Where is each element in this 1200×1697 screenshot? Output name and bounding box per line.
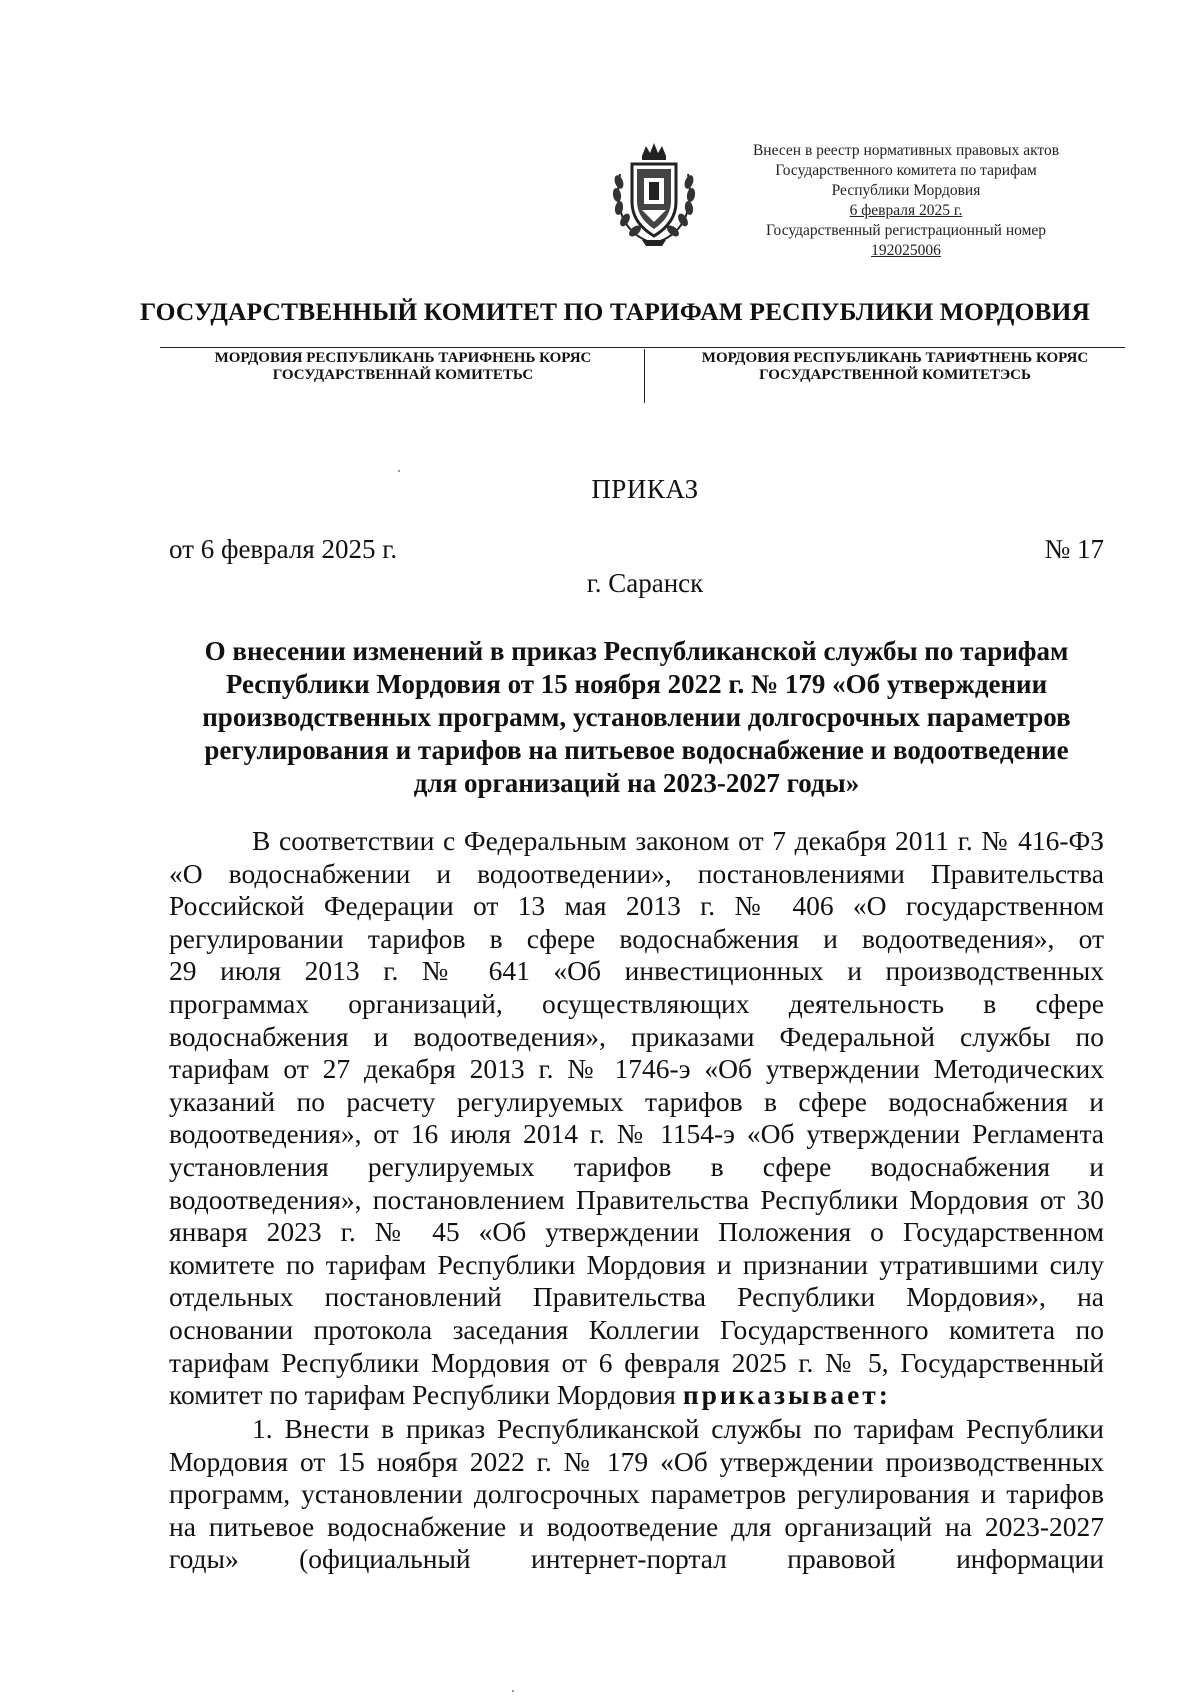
- committee-name-moksha: [168, 350, 638, 384]
- body-line: В соответствии с Федеральным законом от 7 декабря 2011 г. № 416-ФЗ: [252, 825, 1104, 856]
- scan-speck: [398, 470, 400, 472]
- erzya-line-2: ГОСУДАРСТВЕННОЙ КОМИТЕТЭСЬ: [759, 367, 1031, 383]
- document-type: ПРИКАЗ: [591, 474, 699, 504]
- title-line: регулирования и тарифов на питьевое водоснабжение и водоотведение: [204, 735, 1069, 765]
- body-line: водоотведения», постановлением Правительства Республики Мордовия от 30: [169, 1183, 1104, 1215]
- body-line: годы» (официальный интернет-портал правовой информации: [169, 1543, 1104, 1575]
- preamble-paragraph: [169, 825, 1104, 1412]
- erzya-line-1: МОРДОВИЯ РЕСПУБЛИКАНЬ ТАРИФТНЕНЬ КОРЯС: [701, 350, 1089, 366]
- document-city: г. Саранск: [586, 568, 704, 598]
- item-1-paragraph: [169, 1413, 1104, 1576]
- body-line: комитете по тарифам Республики Мордовия и признании утратившими силу: [169, 1248, 1104, 1280]
- body-line: тарифам от 27 декабря 2013 г. № 1746-э «Об утверждении Методических: [169, 1053, 1104, 1085]
- moksha-line-2: ГОСУДАРСТВЕННАЙ КОМИТЕТЬС: [272, 367, 534, 383]
- committee-name: ГОСУДАРСТВЕННЫЙ КОМИТЕТ ПО ТАРИФАМ РЕСПУБЛИКИ МОРДОВИЯ: [139, 297, 1090, 326]
- decree-word: приказывает:: [682, 1379, 891, 1411]
- document-date: от 6 февраля 2025 г.: [169, 534, 398, 564]
- committee-name-erzya: [660, 350, 1130, 384]
- scan-speck: [512, 1690, 514, 1692]
- header-divider: [160, 347, 1125, 348]
- body-line: «О водоснабжении и водоотведении», постановлениями Правительства: [169, 857, 1104, 889]
- body-line: указаний по расчету регулируемых тарифов в сфере водоснабжения и: [169, 1085, 1104, 1117]
- body-line: тарифам Республики Мордовия от 6 февраля 2025 г. № 5, Государственный: [169, 1346, 1104, 1378]
- registry-line-2: Государственного комитета по тарифам: [775, 162, 1037, 179]
- body-line: 1. Внести в приказ Республиканской службы по тарифам Республики: [252, 1413, 1104, 1444]
- body-line: установления регулируемых тарифов в сфере водоснабжения и: [169, 1150, 1104, 1182]
- body-line: комитет по тарифам Республики Мордовия: [169, 1379, 676, 1411]
- title-line: Республики Мордовия от 15 ноября 2022 г. № 179 «Об утверждении: [225, 669, 1048, 699]
- body-line: на питьевое водоснабжение и водоотведение для организаций на 2023-2027: [169, 1510, 1104, 1542]
- title-line: О внесении изменений в приказ Республиканской службы по тарифам: [204, 636, 1069, 666]
- registry-number: 192025006: [871, 242, 941, 259]
- document-number: № 17: [1044, 534, 1104, 564]
- body-line: отдельных постановлений Правительства Республики Мордовия», на: [169, 1281, 1104, 1313]
- body-line: основании протокола заседания Коллегии Государственного комитета по: [169, 1313, 1104, 1345]
- moksha-line-1: МОРДОВИЯ РЕСПУБЛИКАНЬ ТАРИФНЕНЬ КОРЯС: [214, 350, 592, 366]
- body-line: 29 июля 2013 г. № 641 «Об инвестиционных и производственных: [169, 955, 1104, 987]
- registry-line-5: Государственный регистрационный номер: [765, 222, 1047, 239]
- body-line: Российской Федерации от 13 мая 2013 г. № 406 «О государственном: [169, 890, 1104, 922]
- body-line-decree: [169, 1379, 1104, 1412]
- body-line: Мордовия от 15 ноября 2022 г. № 179 «Об утверждении производственных: [169, 1445, 1104, 1477]
- body-line: водоснабжения и водоотведения», приказами Федеральной службы по: [169, 1020, 1104, 1052]
- body-line: программах организаций, осуществляющих деятельность в сфере: [169, 987, 1104, 1019]
- registry-line-1: Внесен в реестр нормативных правовых актов: [752, 142, 1060, 159]
- registry-line-3: Республики Мордовия: [831, 182, 981, 199]
- registry-stamp: [710, 141, 1102, 261]
- body-line: программ, установлении долгосрочных параметров регулирования и тарифов: [169, 1478, 1104, 1510]
- body-line: января 2023 г. № 45 «Об утверждении Положения о Государственном: [169, 1216, 1104, 1248]
- header-column-divider: [644, 349, 645, 403]
- body-line: водоотведения», от 16 июля 2014 г. № 1154-э «Об утверждении Регламента: [169, 1118, 1104, 1150]
- coat-of-arms-icon: [608, 140, 700, 250]
- title-line: производственных программ, установлении долгосрочных параметров: [202, 702, 1071, 732]
- title-line: для организаций на 2023-2027 годы»: [413, 768, 860, 798]
- body-line: регулировании тарифов в сфере водоснабжения и водоотведения», от: [169, 922, 1104, 954]
- document-title: [169, 635, 1104, 800]
- registry-date: 6 февраля 2025 г.: [849, 202, 963, 219]
